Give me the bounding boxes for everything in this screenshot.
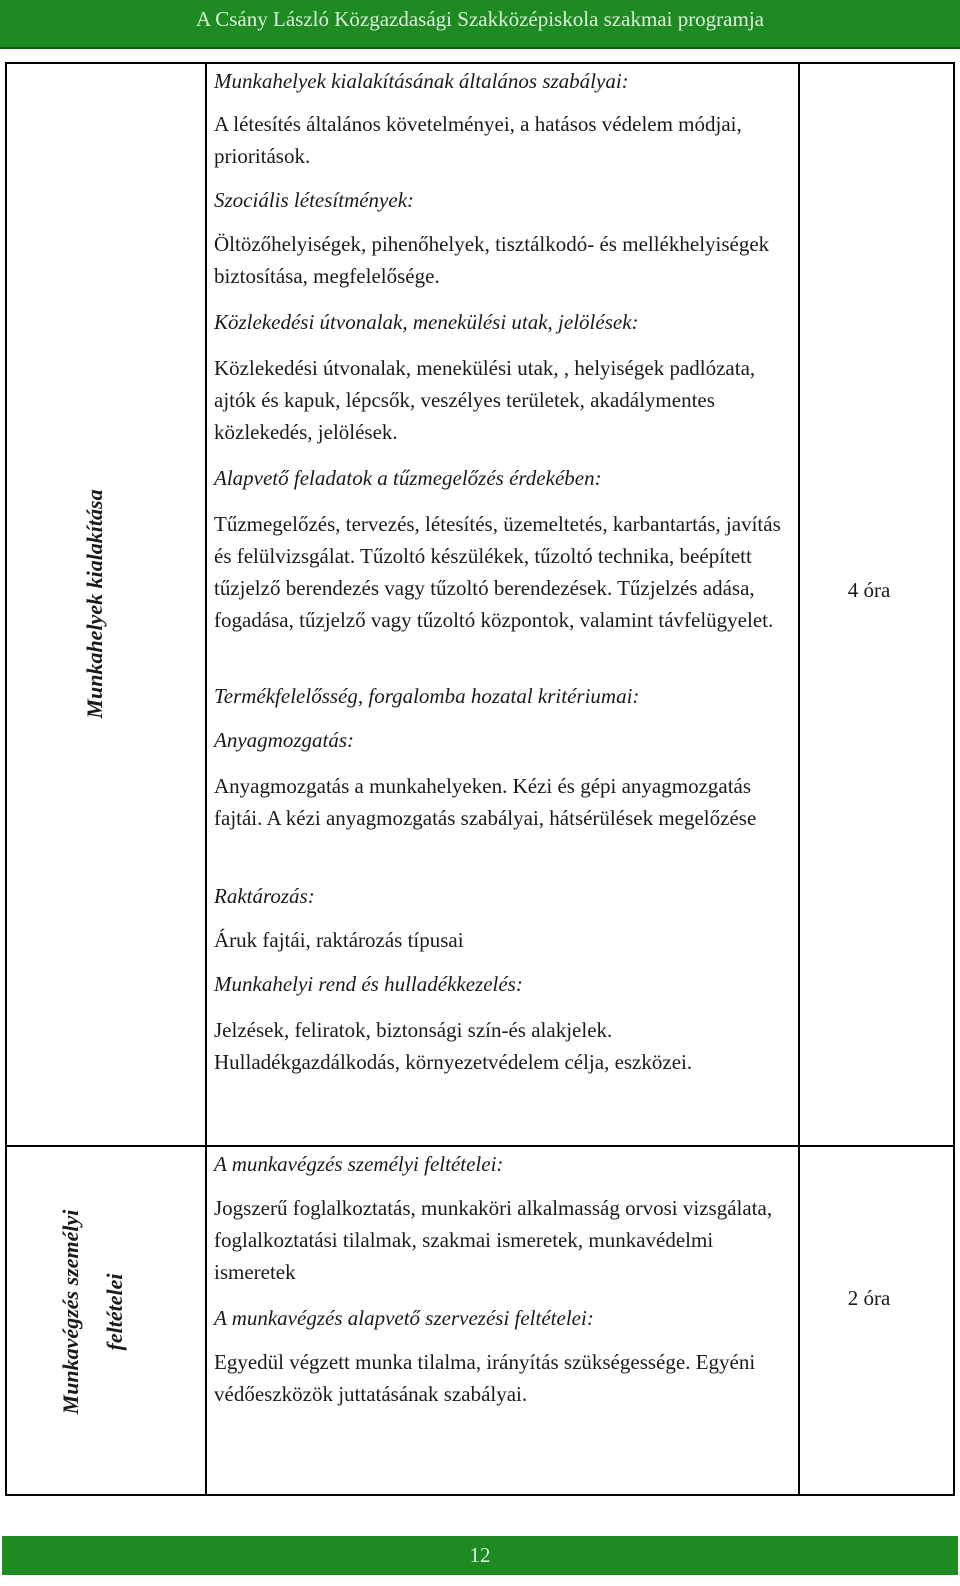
block-storage xyxy=(214,880,315,912)
block-heading: Munkahelyek kialakításának általános szabályai: xyxy=(214,69,629,93)
page-footer xyxy=(2,1536,958,1575)
block-text: Áruk fajtái, raktározás típusai xyxy=(214,928,464,952)
block-text: Jogszerű foglalkoztatás, munkaköri alkalmasság orvosi vizsgálata, foglalkoztatási tilalmak, szakmai ismeretek, munkavédelmi ismeretek xyxy=(214,1196,773,1284)
hours-row1: 4 óra xyxy=(847,578,891,602)
block-heading: A munkavégzés személyi feltételei: xyxy=(214,1152,504,1176)
block-organizational-conditions xyxy=(214,1302,594,1334)
block-traffic-routes-text xyxy=(214,352,794,448)
block-general-rules xyxy=(214,65,629,97)
topic-label-line1: Munkavégzés személyi xyxy=(58,1209,83,1415)
block-heading: Raktározás: xyxy=(214,884,315,908)
page-number: 12 xyxy=(469,1543,491,1567)
block-product-liability xyxy=(214,680,639,712)
block-text: Közlekedési útvonalak, menekülési utak, , helyiségek padlózata, ajtók és kapuk, lépcsők, veszélyes területek, akadálymentes közlekedés, jelölések. xyxy=(214,356,756,444)
block-general-rules-text xyxy=(214,108,794,172)
header-title: A Csány László Közgazdasági Szakközépiskola szakmai programja xyxy=(196,7,764,31)
block-text: Jelzések, feliratok, biztonsági szín-és alakjelek. Hulladékgazdálkodás, környezetvédelem célja, eszközei. xyxy=(214,1018,693,1074)
block-material-handling-text xyxy=(214,770,794,834)
topic-label-line2: feltételei xyxy=(102,1273,127,1351)
block-fire-prevention-text xyxy=(214,508,794,636)
block-material-handling xyxy=(214,724,354,756)
topic-label-personal-conditions xyxy=(49,1167,137,1457)
block-heading: Szociális létesítmények: xyxy=(214,188,415,212)
block-heading: Közlekedési útvonalak, menekülési utak, jelölések: xyxy=(214,310,639,334)
block-heading: Termékfelelősség, forgalomba hozatal kritériumai: xyxy=(214,684,640,708)
topic-label-text: Munkahelyek kialakítása xyxy=(82,489,107,719)
block-text: Anyagmozgatás a munkahelyeken. Kézi és gépi anyagmozgatás fajtái. A kézi anyagmozgatás szabályai, hátsérülések megelőzése xyxy=(214,774,757,830)
block-fire-prevention xyxy=(214,462,602,494)
block-social-facilities xyxy=(214,184,414,216)
block-personal-conditions xyxy=(214,1148,503,1180)
column-divider-right xyxy=(798,64,800,1494)
block-organizational-conditions-text xyxy=(214,1346,794,1410)
block-text: Öltözőhelyiségek, pihenőhelyek, tisztálkodó- és mellékhelyiségek biztosítása, megfelelősége. xyxy=(214,232,770,288)
block-heading: A munkavégzés alapvető szervezési feltételei: xyxy=(214,1306,594,1330)
block-social-facilities-text xyxy=(214,228,794,292)
block-traffic-routes xyxy=(214,306,639,338)
row-divider xyxy=(7,1145,953,1147)
block-workplace-order-text xyxy=(214,1014,794,1078)
block-storage-text xyxy=(214,924,794,956)
block-heading: Munkahelyi rend és hulladékkezelés: xyxy=(214,972,523,996)
block-heading: Alapvető feladatok a tűzmegelőzés érdekében: xyxy=(214,466,602,490)
block-text: Tűzmegelőzés, tervezés, létesítés, üzemeltetés, karbantartás, javítás és felülvizsgálat. Tűzoltó készülékek, tűzoltó technika, beépített tűzjelző berendezés vagy tűzoltó berendezések. Tűzjelzés adása, fogadása, tűzjelző vagy tűzoltó központok, valamint távfelügyelet. xyxy=(214,512,781,632)
column-divider-left xyxy=(205,64,207,1494)
hours-row2: 2 óra xyxy=(847,1286,891,1310)
topic-label-workplaces xyxy=(73,449,117,759)
page-header xyxy=(0,0,960,49)
block-heading: Anyagmozgatás: xyxy=(214,728,354,752)
block-workplace-order xyxy=(214,968,523,1000)
block-text: Egyedül végzett munka tilalma, irányítás szükségessége. Egyéni védőeszközök juttatásának szabályai. xyxy=(214,1350,756,1406)
block-personal-conditions-text xyxy=(214,1192,794,1288)
block-text: A létesítés általános követelményei, a hatásos védelem módjai, prioritások. xyxy=(214,112,742,168)
